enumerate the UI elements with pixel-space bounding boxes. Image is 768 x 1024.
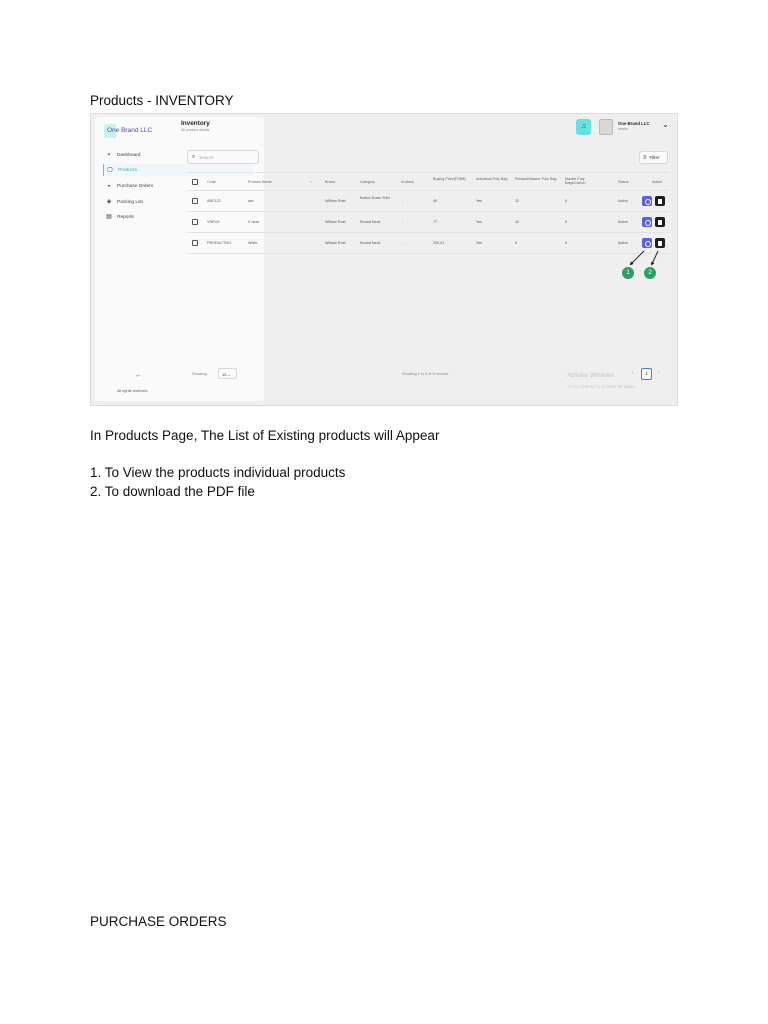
cell-pleased-master-poly-bag: 12 [515,199,520,203]
sidebar-item-label: Packing List [117,199,143,205]
section-heading-products: Products - INVENTORY [90,93,234,108]
collapse-arrow-icon[interactable]: ← [135,372,142,379]
cell-master-poly-bags-carton: 6 [565,241,568,245]
download-pdf-button[interactable] [655,217,665,227]
divider [187,253,669,254]
cell-buying-price: 77 [433,220,438,224]
cell-individual-poly-bag: Yes [476,241,483,245]
cell-brand: William Rust [325,220,346,224]
status-badge: Active [618,199,629,203]
cell-product-name: White [248,241,258,245]
column-header-brand: Brand [325,180,335,184]
filter-label: Filter [649,155,660,160]
cell-individual-poly-bag: Yes [476,220,483,224]
avatar[interactable] [599,119,613,135]
column-header-individual-poly-bag: Individual Poly Bag [476,177,508,181]
page-size-select[interactable]: 10 ⌄ [218,368,237,379]
search-icon: ⌕ [192,153,196,160]
status-badge: Active [618,220,629,224]
records-count: Showing 1 to 3 of 3 records [402,372,449,376]
section-heading-purchase-orders: PURCHASE ORDERS [90,914,227,929]
sidebar-item-label: Purchase Orders [117,183,154,189]
column-header-master-poly-bags-carton: Master Poly Bags/Carton [565,177,586,186]
dashboard-grid-icon: ▪ [107,152,111,158]
cell-pleased-master-poly-bag: 12 [515,220,520,224]
divider [187,211,669,212]
cell-buying-price: 200.21 [433,241,445,245]
cell-in-stock: - [402,220,404,224]
list-item: 2. To download the PDF file [90,484,255,499]
sidebar-item-packing-list[interactable] [103,196,253,208]
view-product-button[interactable] [642,217,652,227]
list-item: 1. To View the products individual products [90,465,346,480]
sidebar-item-label: Reports [117,214,134,220]
cell-master-poly-bags-carton: 6 [565,220,568,224]
sidebar-item-products[interactable] [103,164,253,176]
sidebar-item-reports[interactable] [103,211,253,223]
download-pdf-button[interactable] [655,238,665,248]
divider [187,232,669,233]
intro-paragraph: In Products Page, The List of Existing products will Appear [90,428,440,443]
sidebar-item-label: Products [118,167,137,173]
windows-watermark-title: Activate Windows [567,373,615,379]
page-subtitle: All product details [181,128,210,132]
view-product-button[interactable] [642,196,652,206]
cell-brand: William Rust [325,199,346,203]
annotation-badge-2: 2 [644,267,656,279]
package-icon: ◈ [106,199,112,205]
divider [187,172,669,173]
cell-in-stock: - [402,241,404,245]
cell-code: ABC123 [207,199,221,203]
cell-category: Button Down Shirt [360,196,390,200]
chevron-down-icon[interactable]: ⌄ [662,120,669,129]
showing-label: Showing [192,372,207,376]
view-product-button[interactable] [642,238,652,248]
column-header-action: Action [652,180,663,184]
column-header-code: Code [207,180,216,184]
brand-logo: One Brand LLC [104,124,160,138]
prev-page-icon[interactable]: ‹ [632,370,634,376]
page-number-button[interactable]: 1 [641,368,652,380]
next-page-icon[interactable]: › [658,370,660,376]
row-checkbox[interactable] [192,198,198,204]
search-placeholder: Search [199,154,214,160]
select-all-checkbox[interactable] [192,179,198,185]
annotation-badge-1: 1 [622,267,634,279]
row-checkbox[interactable] [192,219,198,225]
cell-code: PRODUCT001 [207,241,232,245]
column-header-pleased-master-poly-bag: Pleased/Master Poly Bag [515,177,557,181]
sidebar-item-label: Dashboard [117,152,141,158]
column-header-buying-price: Buying Price(FOB$) [433,177,466,181]
cell-product-name: abc [248,199,254,203]
download-pdf-button[interactable] [655,196,665,206]
page-title: Inventory [181,120,210,127]
filter-button[interactable] [639,151,668,164]
status-badge: Active [618,241,629,245]
box-icon: ▢ [107,167,113,173]
user-name: One Brand LLC [618,121,650,126]
cell-category: Round Neck [360,220,381,224]
bell-icon[interactable]: ♫ [576,119,591,135]
cell-master-poly-bags-carton: 6 [565,199,568,203]
sort-icon[interactable]: ↕ [310,180,312,184]
divider [187,190,669,191]
cell-pleased-master-poly-bag: 6 [515,241,518,245]
column-header-status: Status [618,180,629,184]
column-header-in-stock: In-stock [401,180,414,184]
cell-code: VNECK [207,220,220,224]
cart-icon: ◒ [107,183,111,189]
search-input[interactable] [187,150,259,164]
windows-watermark-subtitle: Go to Settings to activate Windows. [568,384,636,389]
cell-buying-price: 49 [433,199,438,203]
cell-brand: William Rust [325,241,346,245]
inventory-screenshot [90,113,678,406]
cell-category: Round Neck [360,241,381,245]
report-icon: ▤ [106,214,112,220]
column-header-product-name[interactable]: Product Name [248,180,272,184]
cell-in-stock: - [402,199,404,203]
footer-text: All rights reserved. [117,389,149,393]
cell-individual-poly-bag: Yes [476,199,483,203]
user-role: vendor [618,127,629,131]
filter-icon: ≡ [643,154,647,161]
row-checkbox[interactable] [192,240,198,246]
cell-product-name: V neck [248,220,260,224]
column-header-category: Category [360,180,375,184]
